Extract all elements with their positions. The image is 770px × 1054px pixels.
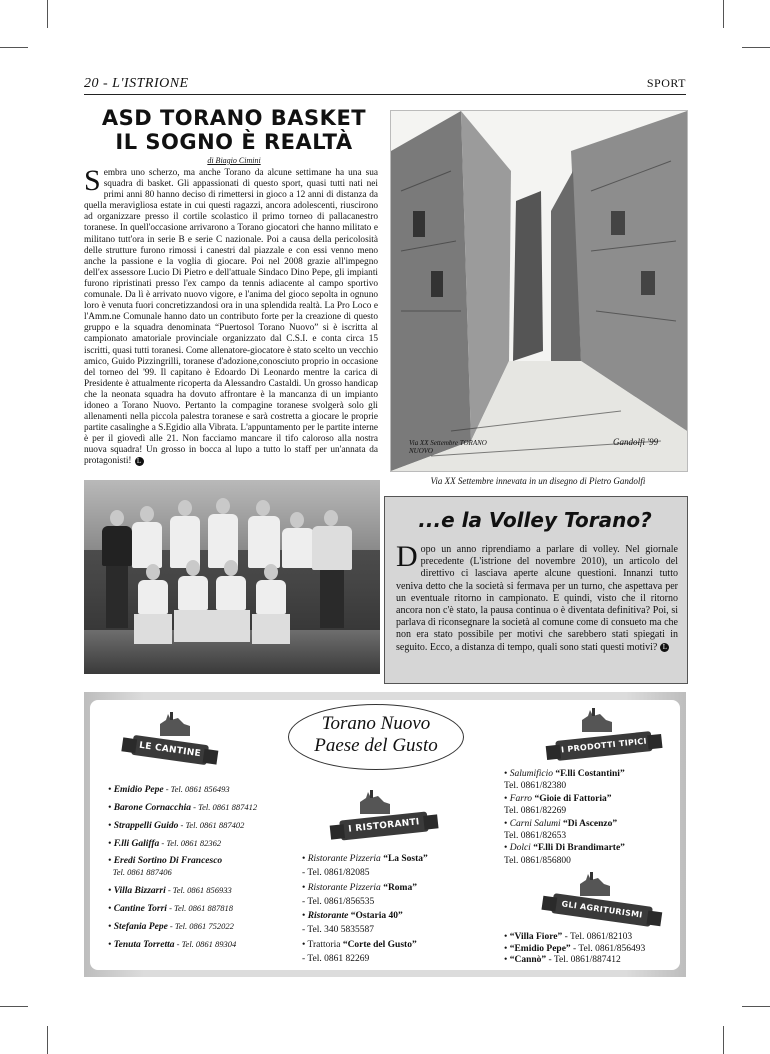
volley-dropcap: D [396,540,418,573]
drawing-signature: Gandolfi '99 [613,437,659,447]
town-icon [358,788,392,814]
list-item: • “Cannò” - Tel. 0861/887412 [504,955,621,966]
end-mark-icon: L [660,643,669,652]
list-item: • Emidio Pepe - Tel. 0861 856493 [108,784,230,795]
list-item-tel: Tel. 0861/82380 [504,781,567,792]
crop-mark [0,47,28,48]
page-header-title: 20 - L'ISTRIONE [84,76,189,91]
list-item: • Farro “Gioie di Fattoria” [504,793,612,804]
list-item: • Stefania Pepe - Tel. 0861 752022 [108,921,234,932]
list-item-tel: - Tel. 0861/82085 [302,868,370,879]
list-item: • Barone Cornacchia - Tel. 0861 887412 [108,802,258,813]
prodotti-list [504,768,680,867]
end-mark-icon: L [135,457,144,466]
agriturismi-list [504,932,684,967]
street-sketch-svg [391,111,687,471]
crop-mark [723,0,724,28]
crop-mark [723,1026,724,1054]
drawing-caption: Via XX Settembre innevata in un disegno di Pietro Gandolfi [430,476,646,486]
crop-mark [47,0,48,28]
crop-mark [742,1006,770,1007]
list-item: • Carni Salumi “Di Ascenzo” [504,818,618,829]
list-item: • Ristorante “Ostaria 40” [302,911,403,922]
list-item-tel: Tel. 0861/82269 [504,806,567,817]
list-item: • F.lli Galiffa - Tel. 0861 82362 [108,838,222,849]
article-byline: di Biagio Cimini [207,156,261,165]
list-item: • Tenuta Torretta - Tel. 0861 89304 [108,939,237,950]
banner-prodotti: I PRODOTTI TIPICI [555,731,653,761]
crop-mark [0,1006,28,1007]
banner-ristoranti: I RISTORANTI [339,811,429,840]
drawing-note: Via XX Settembre TORANO NUOVO [409,439,487,455]
article-title [84,106,384,154]
list-item: • Dolci “F.lli Di Brandimarte” [504,843,625,854]
volley-title: ...e la Volley Torano? [418,508,652,532]
cantine-list [108,784,284,957]
article-title-line2: IL SOGNO È REALTÀ [115,130,353,154]
list-item-tel: Tel. 0861/856800 [504,855,571,866]
crop-mark [47,1026,48,1054]
list-item: • Salumificio “F.lli Costantini” [504,769,625,779]
town-icon [580,706,614,732]
banner-cantine: LE CANTINE [131,735,209,765]
crop-mark [742,47,770,48]
article-title-line1: ASD TORANO BASKET [101,106,367,130]
section-label: SPORT [646,76,686,90]
article-body-text: embra uno scherzo, ma anche Torano da alcune settimane ha una sua squadra di basket. Gli appassionati di questo sport, quasi tutti nati nei primi anni 80 hanno deciso di rimettersi in gioco a 12 anni di distanza da quella meravigliosa estate in cui questi ragazzi, ancora adolescenti, riuscirono ad organizzare presso il cortile scolastico il primo torneo di pallacanestro toranese. In quell'occasione arrivarono a Torano giocatori che hanno militato e militano tutt'ora in serie B e serie C nazionale. Poi a causa della pericolosità delle strutture furono rimossi i canestri dal piazzale e con essi venno meno anche la passione e la voglia di giocare. Poi nel 2008 grazie all'impegno dell'ex assessore Lucio Di Pietro e dell'attuale Sindaco Dino Pepe, gli impianti furono ripristinati presso l'ex campo da tennis adiacente al campo sportivo comunale. Da lì è arrivato nuovo vigore, e l'anima del gioco sepolta in ognuno loro è venuta fuori concretizzandosi ora in una splendida realtà. La Pro Loco e l'Amm.ne Comunale hanno dato un contributo forte per la creazione di questo gruppo e la squadra denominata “Puertosol Torano Nuovo” si è iscritta al campionato amatoriale provinciale organizzato dal C.S.I. e conta circa 15 iscritti, quasi tutti toranesi. Come allenatore-giocatore è stato scelto un vecchio amico, Guido Pizzingrilli, toranese d'adozione,conosciuto proprio in occasione del torneo del '99. Il capitano è Edoardo Di Leonardo mentre la carica di Presidente è attualmente ricoperta da Alessandro Castaldi. Un grosso handicap che la neonata squadra ha dovuto affrontare è la mancanza di un impianto idoneo a Torano Nuovo. Pertanto la compagine toranese svolgerà solo gli allenamenti nella piccola palestra toranese e sarà costretta a giocare le proprie partite casalinghe a S.Egidio alla Vibrata. L'appuntamento per le partite interne è per il giovedì alle 21. Non facciamo mancare il tifo caloroso alla nostra nuova squadra! Un grosso in bocca al lupo a tutto lo staff per un'annata da protagonisti! [84,168,378,467]
list-item: • “Villa Fiore” - Tel. 0861/82103 [504,932,633,942]
list-item: • Trattoria “Corte del Gusto” [302,939,417,950]
ad-title-oval [288,704,464,770]
list-item-tel: Tel. 0861/82653 [504,831,567,842]
list-item-tel: - Tel. 340 5835587 [302,925,374,936]
list-item-tel: - Tel. 0861/856535 [302,896,375,907]
volley-body [396,540,678,654]
list-item: • Cantine Torri - Tel. 0861 887818 [108,903,233,914]
list-item: • Ristorante Pizzeria “Roma” [302,882,417,893]
article-dropcap: S [84,164,101,197]
list-item-tel: - Tel. 0861 82269 [302,954,370,965]
article-body [84,164,378,468]
team-photo [84,480,380,674]
list-item: • Strappelli Guido - Tel. 0861 887402 [108,820,245,831]
volley-body-text: opo un anno riprendiamo a parlare di volley. Nel giornale precedente (L'istrione del novembre 2010), un articolo del direttivo ci lasciava aperte alcune questioni. Innanzi tutto veniva detto che la società si fermava per un turno, che aspettava per un eventuale ritorno in campionato. E quindi, visto che il ritorno ancora non c'è stato, la pausa continua o è diventata definitiva? Poi, si parlava di riconsegnare la società al comune come di consueto ma che non era stato possibile per motivi che sarebbero stati spiegati in seguito. Ecco, a distanza di tempo, quali sono stati questi motivi? [396,544,678,653]
list-item: • Ristorante Pizzeria “La Sosta” [302,854,428,864]
ristoranti-list [302,852,492,966]
town-icon [158,710,192,736]
town-icon [578,870,612,896]
street-drawing [390,110,688,472]
header-rule [84,94,686,95]
list-item: • Eredi Sortino Di Francesco Tel. 0861 887406 [108,856,223,877]
list-item: • “Emidio Pepe” - Tel. 0861/856493 [504,943,646,954]
banner-agriturismi: GLI AGRITURISMI [551,893,653,927]
list-item: • Villa Bizzarri - Tel. 0861 856933 [108,885,232,896]
ad-title-line2: Paese del Gusto [314,735,438,756]
ad-title-line1: Torano Nuovo [321,713,431,734]
